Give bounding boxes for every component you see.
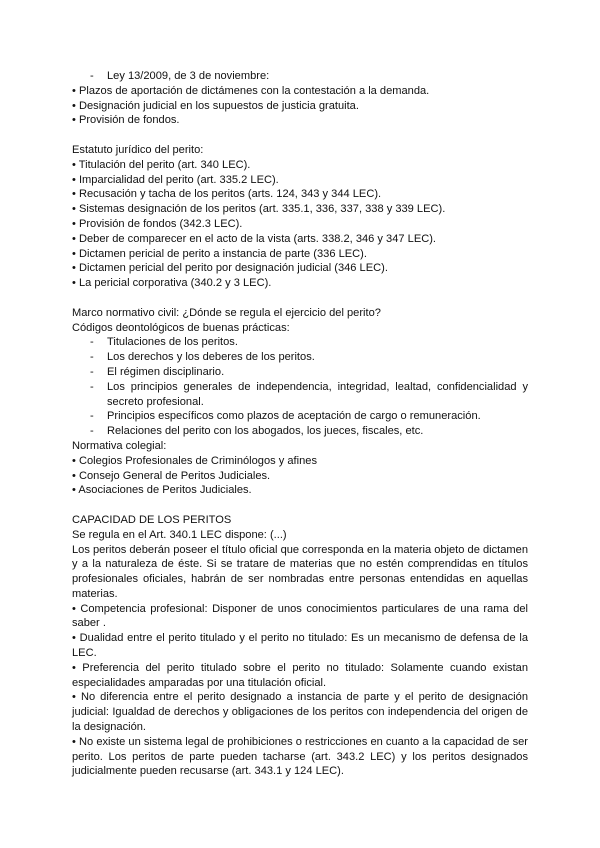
codigos-item: - Titulaciones de los peritos. (90, 336, 238, 349)
ley-item: • Designación judicial en los supuestos de justicia gratuita. (72, 99, 359, 112)
dash-marker: - (90, 365, 94, 378)
dash-marker: - (90, 70, 94, 82)
ley-item: • Plazos de aportación de dictámenes con la contestación a la demanda. (72, 84, 430, 97)
codigos-item: - Los principios generales de independencia, integridad, lealtad, confidencialidad y secreto profesional. (90, 380, 528, 408)
colegial-item: • Consejo General de Peritos Judiciales. (72, 469, 271, 482)
estatuto-item: • Deber de comparecer en el acto de la vista (arts. 338.2, 346 y 347 LEC). (72, 232, 437, 245)
capacidad-intro: Se regula en el Art. 340.1 LEC dispone: (...) (72, 528, 287, 541)
capacidad-point: • Dualidad entre el perito titulado y el perito no titulado: Es un mecanismo de defensa de la LEC. (72, 632, 528, 660)
estatuto-item: • Dictamen pericial de perito a instancia de parte (336 LEC). (72, 247, 367, 260)
ley-heading: - Ley 13/2009, de 3 de noviembre: (90, 70, 270, 82)
capacidad-point: • No existe un sistema legal de prohibiciones o restricciones en cuanto a la capacidad de ser perito. Los peritos de parte pueden tacharse (art. 343.2 LEC) y los peritos designados judicialmente pueden recusarse (art. 343.1 y 124 LEC). (72, 735, 528, 778)
colegial-item: • Colegios Profesionales de Criminólogos y afines (72, 454, 317, 467)
capacidad-point: • Competencia profesional: Disponer de unos conocimientos particulares de una rama del saber . (72, 602, 528, 630)
codigos-item: - Los derechos y los deberes de los peritos. (90, 351, 315, 364)
dash-marker: - (90, 410, 94, 423)
dash-marker: - (90, 425, 94, 438)
colegial-item: • Asociaciones de Peritos Judiciales. (72, 484, 252, 497)
codigos-heading: Códigos deontológicos de buenas prácticas: (72, 321, 290, 334)
document-body (72, 69, 528, 779)
marco-question: Marco normativo civil: ¿Dónde se regula el ejercicio del perito? (72, 306, 381, 319)
estatuto-item: • Sistemas designación de los peritos (art. 335.1, 336, 337, 338 y 339 LEC). (72, 203, 446, 216)
colegial-heading: Normativa colegial: (72, 439, 167, 452)
estatuto-item: • Provisión de fondos (342.3 LEC). (72, 217, 243, 230)
codigos-item: - Principios específicos como plazos de aceptación de cargo o remuneración. (90, 410, 481, 423)
estatuto-item: • La pericial corporativa (340.2 y 3 LEC). (72, 277, 272, 290)
codigos-item: - El régimen disciplinario. (90, 365, 225, 378)
ley-item: • Provisión de fondos. (72, 114, 180, 127)
capacidad-quote: Los peritos deberán poseer el título oficial que corresponda en la materia objeto de dictamen y a la naturaleza de éste. Si se tratare de materias que no estén comprendidas en títulos profesionales oficiales, habrán de ser nombradas entre personas entendidas en aquellas materias. (72, 543, 528, 600)
capacidad-point: • Preferencia del perito titulado sobre el perito no titulado: Solamente cuando existan especialidades amparadas por una titulación oficial. (72, 661, 528, 689)
estatuto-item: • Recusación y tacha de los peritos (arts. 124, 343 y 344 LEC). (72, 188, 382, 201)
estatuto-item: • Dictamen pericial del perito por designación judicial (346 LEC). (72, 262, 388, 275)
capacidad-point: • No diferencia entre el perito designado a instancia de parte y el perito de designación judicial: Igualdad de derechos y obligaciones de los peritos con independencia del origen de la designación. (72, 691, 528, 734)
dash-marker: - (90, 380, 94, 393)
estatuto-item: • Imparcialidad del perito (art. 335.2 LEC). (72, 173, 279, 186)
capacidad-title: CAPACIDAD DE LOS PERITOS (72, 513, 232, 526)
dash-marker: - (90, 351, 94, 364)
estatuto-heading: Estatuto jurídico del perito: (72, 143, 204, 156)
codigos-item: - Relaciones del perito con los abogados, los jueces, fiscales, etc. (90, 425, 424, 438)
estatuto-item: • Titulación del perito (art. 340 LEC). (72, 158, 251, 171)
dash-marker: - (90, 336, 94, 349)
